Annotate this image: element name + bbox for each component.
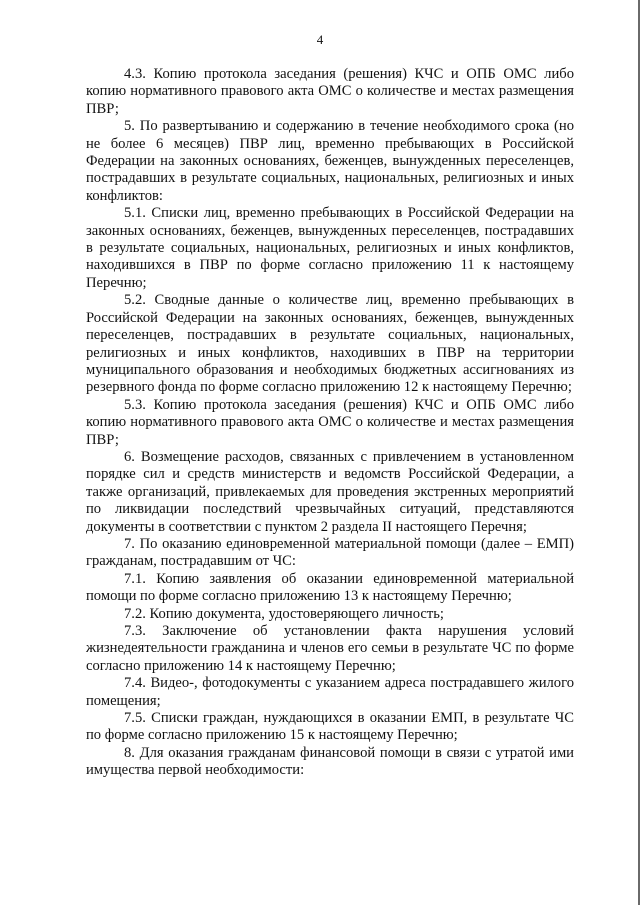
paragraph-7-5: 7.5. Списки граждан, нуждающихся в оказании ЕМП, в результате ЧС по форме согласно приложению 15 к настоящему Перечню; [86, 710, 574, 744]
paragraph-4-3: 4.3. Копию протокола заседания (решения) КЧС и ОПБ ОМС либо копию нормативного правового акта ОМС о количестве и местах размещения ПВР; [86, 66, 574, 117]
paragraph-7: 7. По оказанию единовременной материальной помощи (далее – ЕМП) гражданам, пострадавшим от ЧС: [86, 535, 574, 570]
paragraph-5-1: 5.1. Списки лиц, временно пребывающих в Российской Федерации на законных основаниях, беженцев, вынужденных переселенцев, пострадавших в результате социальных, национальных, религиозных и иных конфликтов, находившихся в ПВР по форме согласно приложению 11 к настоящему Перечню; [86, 205, 574, 291]
paragraph-5-2: 5.2. Сводные данные о количестве лиц, временно пребывающих в Российской Федерации на законных основаниях, беженцев, вынужденных переселенцев, пострадавших в результате социальных, национальных, религиозных и иных конфликтов, находивших в ПВР на территории муниципального образования и необходимых бюджетных ассигнованиях из резервного фонда по форме согласно приложению 12 к настоящему Перечню; [86, 292, 574, 396]
paragraph-5-3: 5.3. Копию протокола заседания (решения) КЧС и ОПБ ОМС либо копию нормативного правового акта ОМС о количестве и местах размещения ПВР; [86, 396, 574, 448]
paragraph-6: 6. Возмещение расходов, связанных с привлечением в установленном порядке сил и средств министерств и ведомств Российской Федерации, а также организаций, привлекаемых для проведения экстренных мероприятий по ликвидации последствий чрезвычайных ситуаций, представляются документы в соответствии с пунктом 2 раздела II настоящего Перечня; [86, 448, 574, 535]
page-number: 4 [316, 32, 324, 47]
paragraph-8: 8. Для оказания гражданам финансовой помощи в связи с утратой ими имущества первой необходимости: [86, 744, 574, 779]
paragraph-7-4: 7.4. Видео-, фотодокументы с указанием адреса пострадавшего жилого помещения; [86, 675, 574, 709]
paragraph-7-3: 7.3. Заключение об установлении факта нарушения условий жизнедеятельности гражданина и членов его семьи в результате ЧС по форме согласно приложению 14 к настоящему Перечню; [86, 623, 574, 674]
paragraph-5: 5. По развертыванию и содержанию в течение необходимого срока (но не более 6 месяцев) ПВР лиц, временно пребывающих в Российской Федерации на законных основаниях, беженцев, вынужденных переселенцев, пострадавших в результате социальных, национальных, религиозных и иных конфликтов: [86, 118, 574, 204]
document-body [86, 66, 574, 780]
paragraph-7-2: 7.2. Копию документа, удостоверяющего личность; [124, 605, 444, 622]
paragraph-7-1: 7.1. Копию заявления об оказании единовременной материальной помощи по форме согласно приложению 13 к настоящему Перечню; [86, 570, 574, 605]
